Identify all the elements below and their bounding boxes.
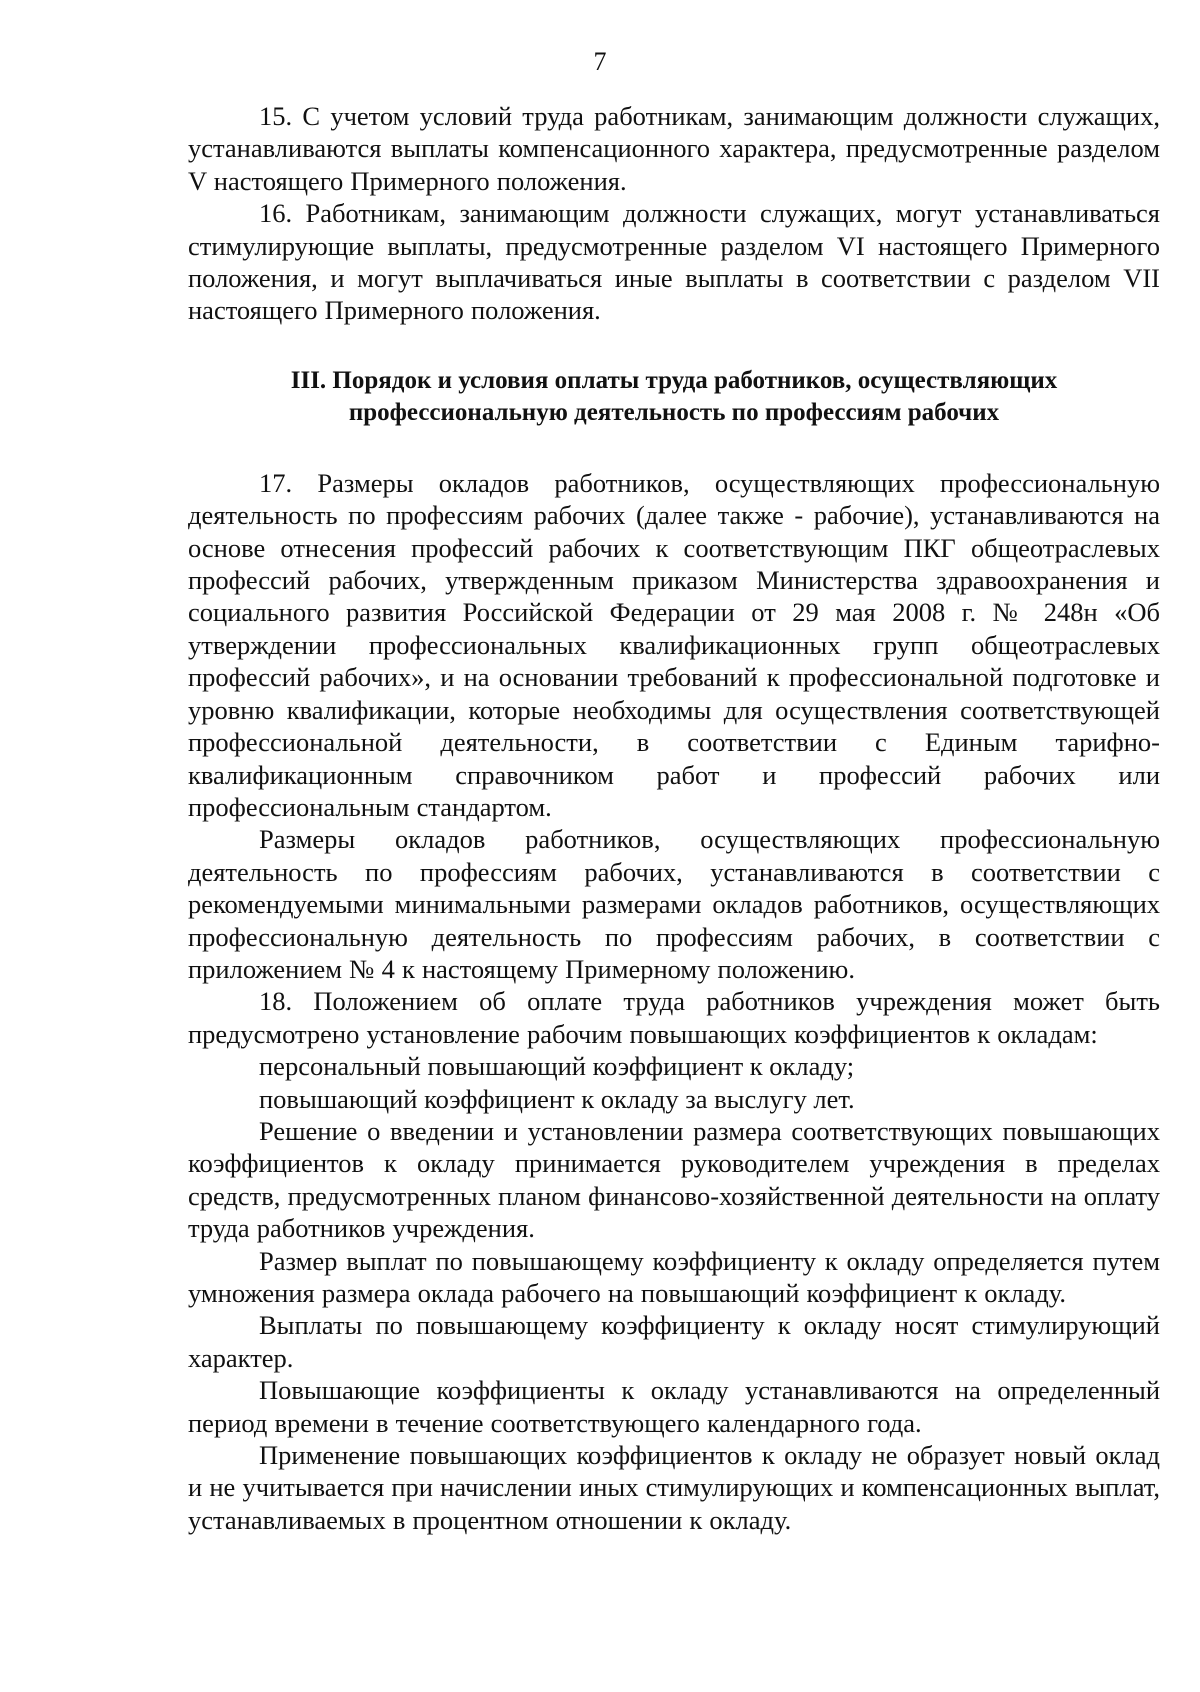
- paragraph-stimulating-nature: Выплаты по повышающему коэффициенту к окладу носят стимулирующий характер.: [188, 1310, 1160, 1373]
- section-heading-line-1: III. Порядок и условия оплаты труда работников, осуществляющих: [290, 366, 1058, 394]
- paragraph-17: 17. Размеры окладов работников, осуществляющих профессиональную деятельность по профессиям рабочих (далее также - рабочие), устанавливаются на основе отнесения профессий рабочих к соответствующим ПКГ общеотраслевых профессий рабочих, утвержденным приказом Министерства здравоохранения и социального развития Российской Федерации от 29 мая 2008 г. № 248н «Об утверждении профессиональных квалификационных групп общеотраслевых профессий рабочих», и на основании требований к профессиональной подготовке и уровню квалификации, которые необходимы для осуществления соответствующей профессиональной деятельности, в соответствии с Единым тарифно-квалификационным справочником работ и профессий рабочих или профессиональным стандартом.: [188, 467, 1160, 822]
- list-item-seniority-coefficient: повышающий коэффициент к окладу за выслугу лет.: [259, 1083, 855, 1114]
- section-heading-line-2: профессиональную деятельность по профессиям рабочих: [348, 398, 1000, 426]
- paragraph-period: Повышающие коэффициенты к окладу устанавливаются на определенный период времени в течение соответствующего календарного года.: [188, 1375, 1160, 1438]
- document-body: [188, 100, 1160, 1536]
- paragraph-decision: Решение о введении и установлении размера соответствующих повышающих коэффициентов к окладу принимается руководителем учреждения в пределах средств, предусмотренных планом финансово-хозяйственной деятельности на оплату труда работников учреждения.: [188, 1115, 1160, 1244]
- paragraph-application: Применение повышающих коэффициентов к окладу не образует новый оклад и не учитывается при начислении иных стимулирующих и компенсационных выплат, устанавливаемых в процентном отношении к окладу.: [188, 1440, 1160, 1535]
- list-item-personal-coefficient: персональный повышающий коэффициент к окладу;: [259, 1051, 855, 1082]
- paragraph-17-salary-sizes: Размеры окладов работников, осуществляющих профессиональную деятельность по профессиям рабочих, устанавливаются в соответствии с рекомендуемыми минимальными размерами окладов работников, осуществляющих профессиональную деятельность по профессиям рабочих, в соответствии с приложением № 4 к настоящему Примерному положению.: [188, 824, 1160, 984]
- section-heading: [188, 365, 1160, 429]
- paragraph-payment-size: Размер выплат по повышающему коэффициенту к окладу определяется путем умножения размера оклада рабочего на повышающий коэффициент к окладу.: [188, 1245, 1160, 1308]
- page-number: 7: [593, 47, 607, 76]
- paragraph-18: 18. Положением об оплате труда работников учреждения может быть предусмотрено установление рабочим повышающих коэффициентов к окладам:: [188, 986, 1160, 1049]
- paragraph-16: 16. Работникам, занимающим должности служащих, могут устанавливаться стимулирующие выплаты, предусмотренные разделом VI настоящего Примерного положения, и могут выплачиваться иные выплаты в соответствии с разделом VII настоящего Примерного положения.: [188, 198, 1160, 326]
- paragraph-15: 15. С учетом условий труда работникам, занимающим должности служащих, устанавливаются выплаты компенсационного характера, предусмотренные разделом V настоящего Примерного положения.: [188, 101, 1160, 196]
